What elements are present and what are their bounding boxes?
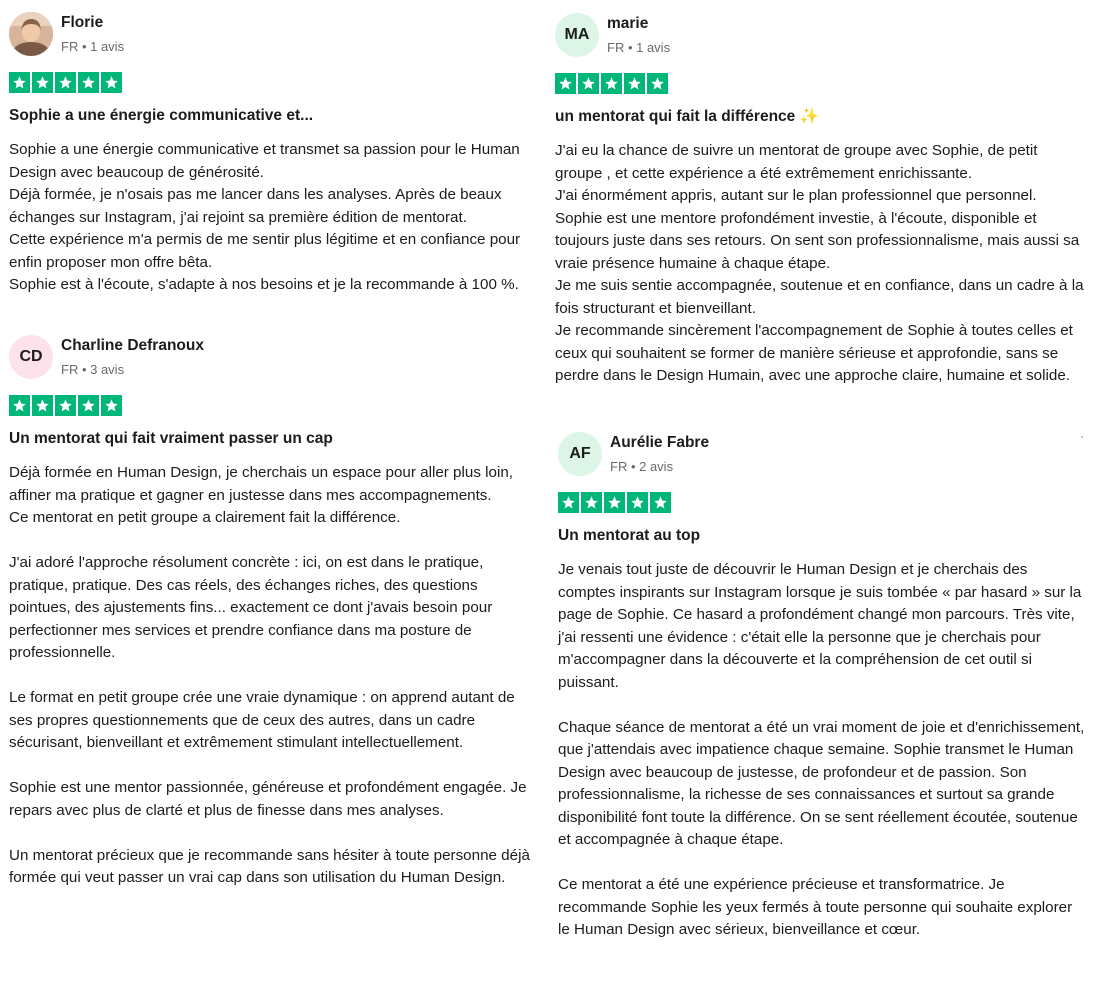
avatar[interactable]: CD <box>9 335 53 379</box>
reviewer-meta: FR • 1 avis <box>61 39 125 54</box>
separator-dot <box>1081 436 1083 438</box>
reviewer-header <box>9 12 529 64</box>
review-card <box>9 12 529 297</box>
star-icon <box>650 492 671 513</box>
user-photo-icon[interactable] <box>9 12 53 56</box>
avatar[interactable]: MA <box>555 13 599 57</box>
star-icon <box>78 72 99 93</box>
reviewer-name[interactable]: Aurélie Fabre <box>610 434 710 451</box>
review-card <box>9 335 539 890</box>
star-icon <box>32 395 53 416</box>
reviewer-header <box>555 13 1085 65</box>
review-title[interactable] <box>555 106 1085 128</box>
avatar[interactable]: AF <box>558 432 602 476</box>
reviewer-header <box>558 432 1088 484</box>
review-body: Je venais tout juste de découvrir le Human Design et je cherchais des comptes inspirants sur Instagram lorsque je suis tombée « par hasard » sur la page de Sophie. Ce hasard a profondément changé mon parcours. Très vite, j'ai ressenti une évidence : c'était elle la personne que je cherchais pour m'accompagner dans la découverte et la compréhension de cet outil si puissant. Chaque séance de mentorat a été un vrai moment de joie et d'enrichissement, que j'attendais avec impatience chaque semaine. Sophie transmet le Human Design avec beaucoup de justesse, de profondeur et de passion. Son professionnalisme, la richesse de ses connaissances et surtout sa grande disponibilité font toute la différence. On se sent réellement écoutée, soutenue et accompagnée à chaque étape. Ce mentorat a été une expérience précieuse et transformatrice. Je recommande Sophie les yeux fermés à toute personne qui souhaite explorer le Human Design avec sérieux, bienveillance et cœur. <box>558 561 1085 938</box>
star-rating <box>9 395 539 416</box>
star-icon <box>101 72 122 93</box>
sparkles-icon: ✨ <box>799 108 819 125</box>
reviewer-meta: FR • 3 avis <box>61 362 125 377</box>
star-icon <box>32 72 53 93</box>
star-icon <box>555 73 576 94</box>
star-icon <box>604 492 625 513</box>
star-rating <box>558 492 1088 513</box>
reviewer-meta: FR • 1 avis <box>607 40 671 55</box>
star-rating <box>555 73 1085 94</box>
reviewer-meta: FR • 2 avis <box>610 459 674 474</box>
review-body: Déjà formée en Human Design, je cherchais un espace pour aller plus loin, affiner ma pratique et gagner en justesse dans mes accompagnements. Ce mentorat en petit groupe a clairement fait la différence. J'ai adoré l'approche résolument concrète : ici, on est dans le pratique, pratique, pratique. Des cas réels, des échanges riches, des questions pointues, des ajustements fins... exactement ce dont j'avais besoin pour perfectionner mes services et prendre confiance dans ma posture de professionnelle. Le format en petit groupe crée une vraie dynamique : on apprend autant de ses propres questionnements que de ceux des autres, dans un cadre sécurisant, bienveillant et extrêmement stimulant intellectuellement. Sophie est une mentor passionnée, généreuse et profondément engagée. Je repars avec plus de clarté et plus de finesse dans mes analyses. Un mentorat précieux que je recommande sans hésiter à toute personne déjà formée qui veut passer un vrai cap dans son utilisation du Human Design. <box>9 464 530 886</box>
review-title-text: un mentorat qui fait la différence <box>555 108 796 125</box>
star-icon <box>601 73 622 94</box>
review-card <box>555 13 1085 388</box>
reviewer-header <box>9 335 539 387</box>
review-title[interactable]: Sophie a une énergie communicative et... <box>9 107 314 124</box>
star-icon <box>558 492 579 513</box>
review-body: J'ai eu la chance de suivre un mentorat de groupe avec Sophie, de petit groupe , et cette expérience a été extrêmement enrichissante. J'ai énormément appris, autant sur le plan professionnel que personnel. Sophie est une mentore profondément investie, à l'écoute, disponible et toujours juste dans ses retours. On sent son professionnalisme, mais aussi sa vraie présence humaine à chaque étape. Je me suis sentie accompagnée, soutenue et en confiance, dans un cadre à la fois structurant et bienveillant. Je recommande sincèrement l'accompagnement de Sophie à toutes celles et ceux qui souhaitent se former de manière sérieuse et approfondie, sans se perdre dans le Design Humain, avec une approche claire, humaine et solide. <box>555 142 1084 384</box>
review-title[interactable]: Un mentorat qui fait vraiment passer un cap <box>9 430 333 447</box>
star-icon <box>9 72 30 93</box>
reviewer-name[interactable]: Florie <box>61 14 104 31</box>
star-icon <box>578 73 599 94</box>
star-icon <box>55 395 76 416</box>
review-card <box>558 432 1088 942</box>
star-icon <box>9 395 30 416</box>
star-icon <box>101 395 122 416</box>
star-icon <box>581 492 602 513</box>
star-icon <box>55 72 76 93</box>
review-body: Sophie a une énergie communicative et transmet sa passion pour le Human Design avec beaucoup de générosité. Déjà formée, je n'osais pas me lancer dans les analyses. Après de beaux échanges sur Instagram, j'ai rejoint sa première édition de mentorat. Cette expérience m'a permis de me sentir plus légitime et en confiance pour enfin proposer mon offre bêta. Sophie est à l'écoute, s'adapte à nos besoins et je la recommande à 100 %. <box>9 141 521 293</box>
star-icon <box>627 492 648 513</box>
star-icon <box>624 73 645 94</box>
review-title[interactable]: Un mentorat au top <box>558 527 701 544</box>
star-icon <box>647 73 668 94</box>
star-icon <box>78 395 99 416</box>
star-rating <box>9 72 529 93</box>
reviewer-name[interactable]: marie <box>607 15 649 32</box>
reviewer-name[interactable]: Charline Defranoux <box>61 337 204 354</box>
